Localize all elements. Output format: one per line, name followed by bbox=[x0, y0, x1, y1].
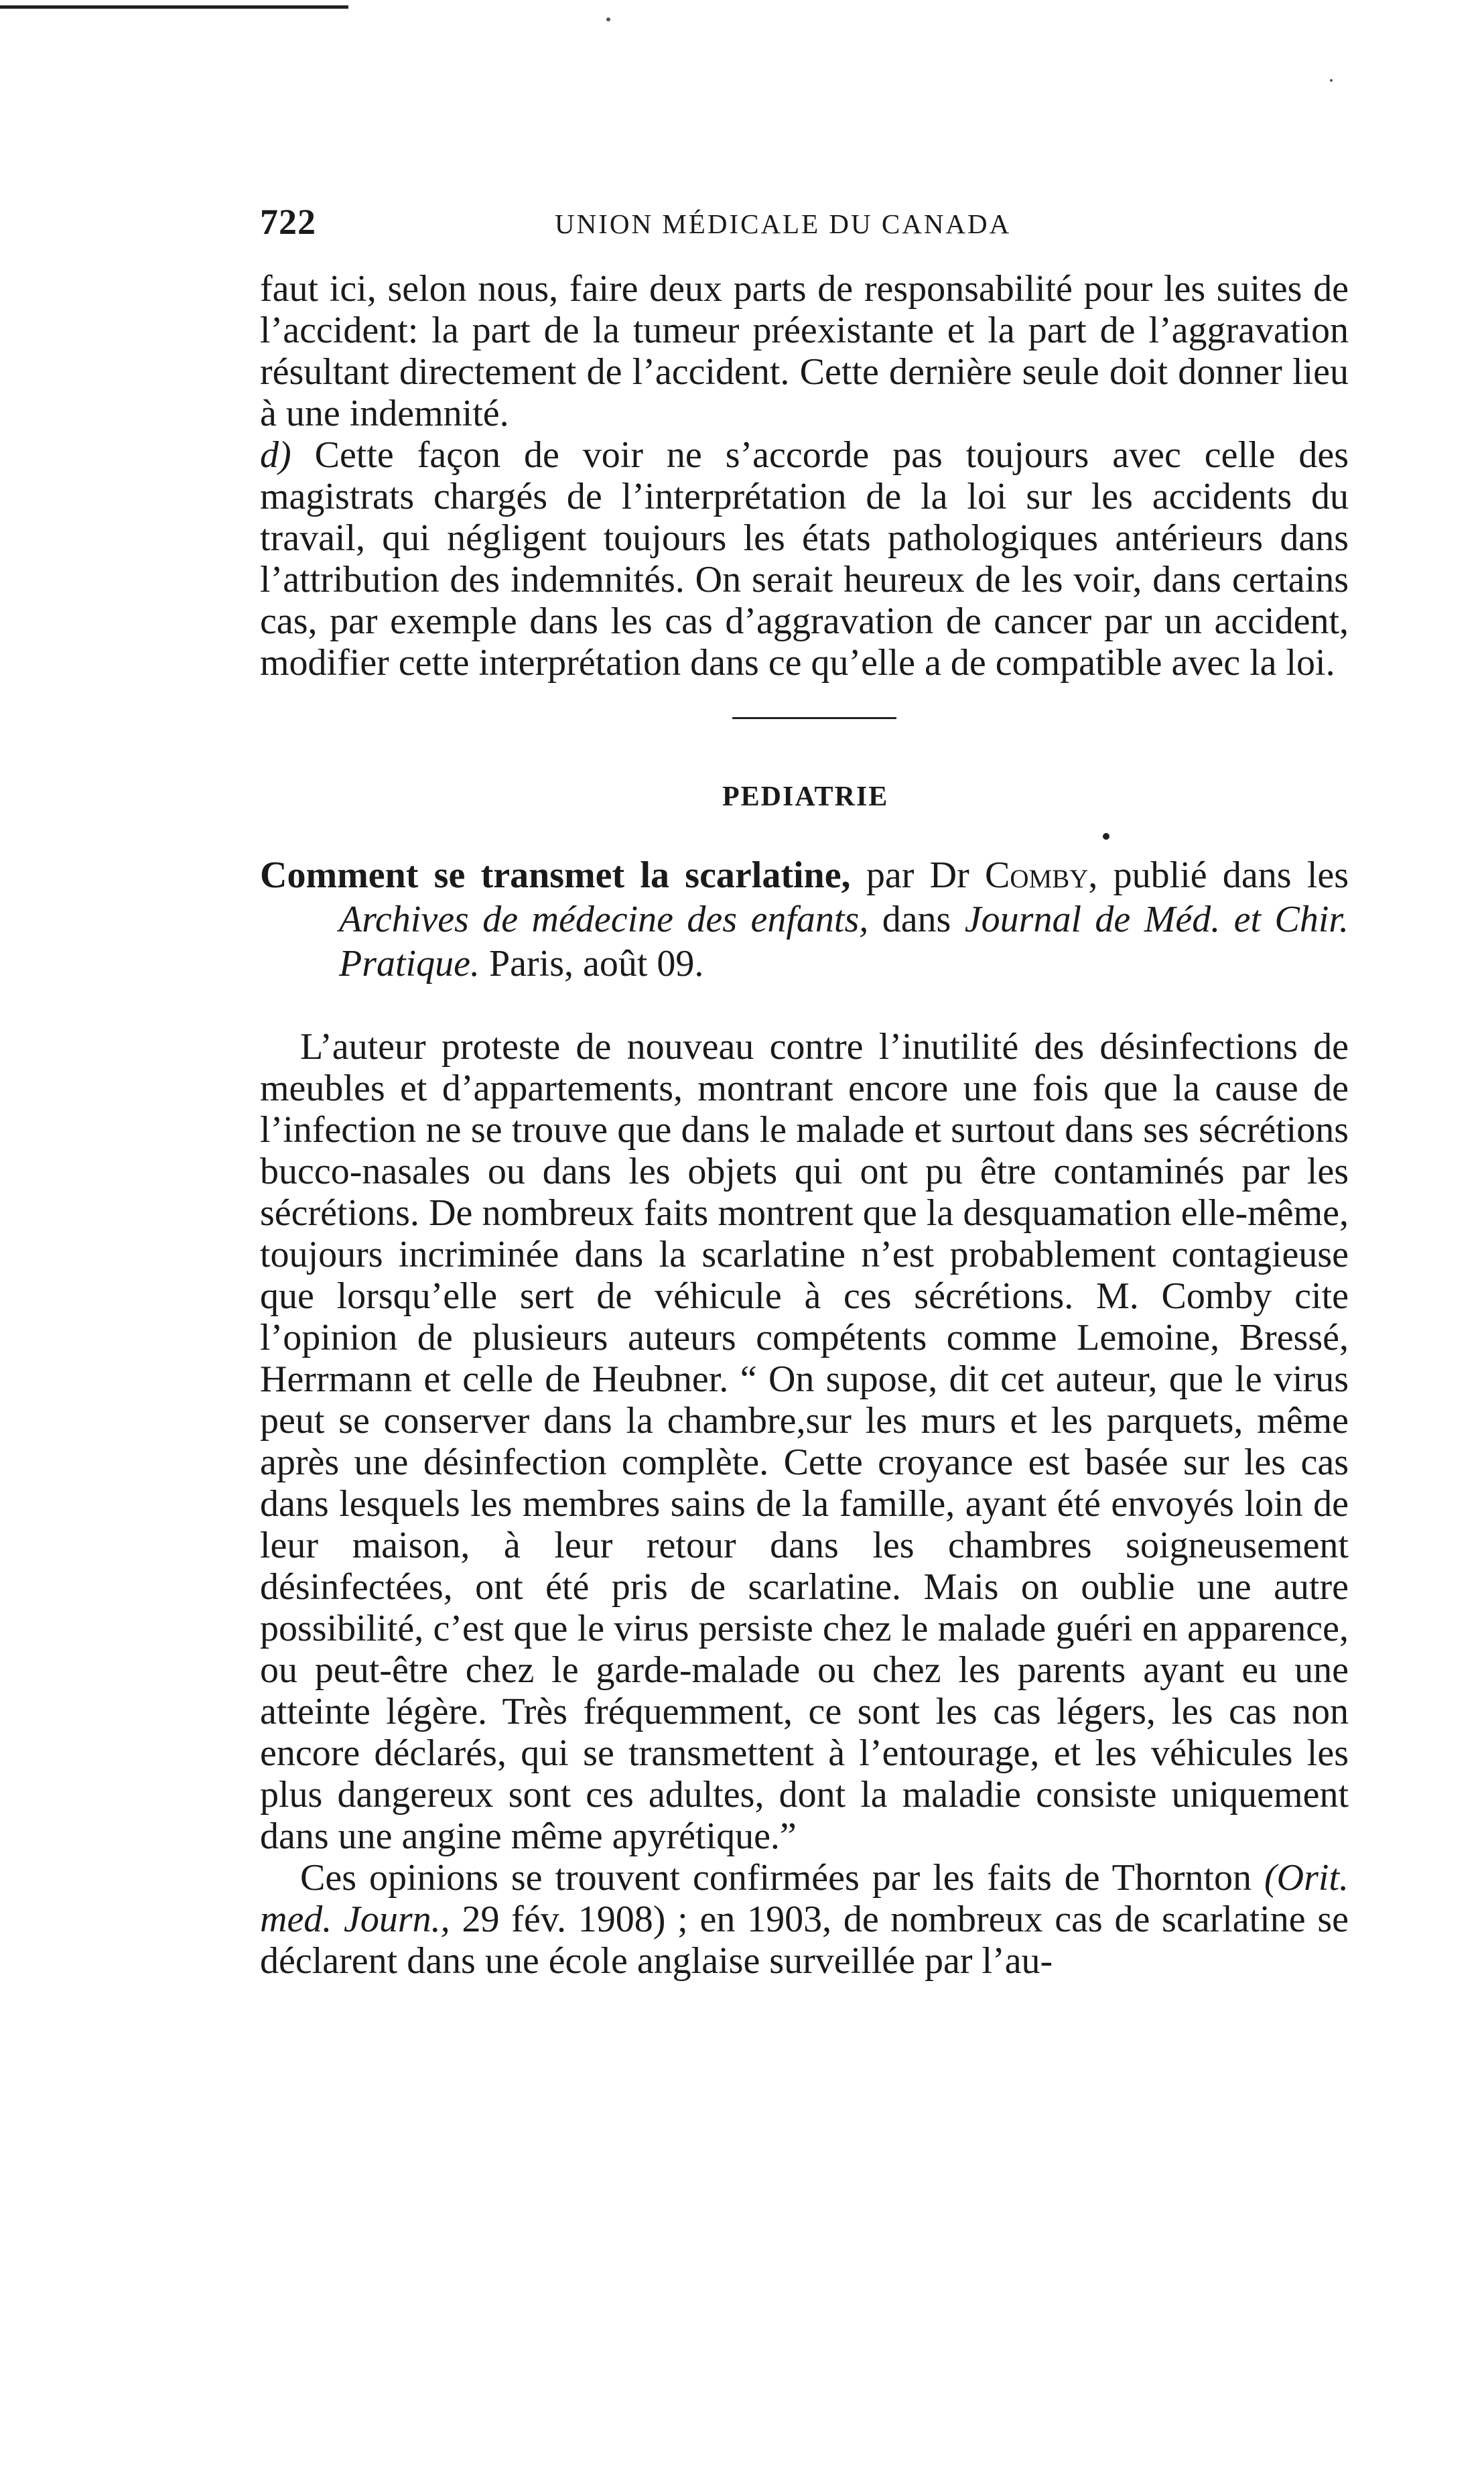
intro-paragraph-1: faut ici, selon nous, faire deux parts de responsabilité pour les suites de l’accident: la part de la tumeur préexistante et la part de l’aggravation résultant directement de l’accident. Cette dernière seule doit donner lieu à une indemnité. bbox=[260, 268, 1349, 434]
scan-speck bbox=[1330, 79, 1333, 82]
article-citation bbox=[260, 853, 1349, 986]
intro-paragraph-2 bbox=[260, 434, 1349, 684]
page-number: 722 bbox=[260, 202, 316, 242]
citation-published: publié dans les bbox=[1113, 854, 1349, 896]
section-heading: PEDIATRIE bbox=[722, 781, 889, 812]
journal-title: UNION MÉDICALE DU CANADA bbox=[555, 208, 1012, 239]
document-page bbox=[260, 201, 1349, 1982]
running-head bbox=[260, 201, 1349, 255]
citation-by: par Dr bbox=[866, 854, 969, 896]
body-paragraph-2-ref: (Orit. med. Journ., bbox=[260, 1857, 1349, 1940]
body-paragraph-2-end: 29 fév. 1908) ; en 1903, de nombreux cas de scarlatine se déclarent dans une école anglaise surveillée par l’au- bbox=[260, 1899, 1349, 1982]
paragraph-label: d) bbox=[260, 434, 291, 476]
intro-paragraph-2-text: Cette façon de voir ne s’accorde pas toujours avec celle des magistrats chargés de l’interprétation de la loi sur les accidents du travail, qui négligent toujours les états pathologiques antérieurs dans l’attribution des indemnités. On serait heureux de les voir, dans certains cas, par exemple dans les cas d’aggravation de cancer par un accident, modifier cette interprétation dans ce qu’elle a de compatible avec la loi. bbox=[260, 434, 1349, 684]
citation-source-2: Journal de Méd. et Chir. Pratique. bbox=[339, 899, 1349, 984]
ornament-dot bbox=[1103, 833, 1109, 840]
citation-source-1: Archives de médecine des enfants, bbox=[339, 899, 869, 940]
body-paragraph-2-start: Ces opinions se trouvent confirmées par les faits de Thornton bbox=[300, 1857, 1252, 1899]
body-paragraph-1: L’auteur proteste de nouveau contre l’inutilité des désinfections de meubles et d’appartements, montrant encore une fois que la cause de l’infection ne se trouve que dans le malade et surtout dans ses sécrétions bucco-nasales ou dans les objets qui ont pu être contaminés par les sécrétions. De nombreux faits montrent que la desquamation elle-même, toujours incriminée dans la scarlatine n’est probablement contagieuse que lorsqu’elle sert de véhicule à ces sécrétions. M. Comby cite l’opinion de plusieurs auteurs compétents comme Lemoine, Bressé, Herrmann et celle de Heubner. “ On supose, dit cet auteur, que le virus peut se conserver dans la chambre,sur les murs et les parquets, même après une désinfection complète. Cette croyance est basée sur les cas dans lesquels les membres sains de la famille, ayant été envoyés loin de leur maison, à leur retour dans les chambres soigneusement désinfectées, ont été pris de scarlatine. Mais on oublie une autre possibilité, c’est que le virus persiste chez le malade guéri en apparence, ou peut-être chez le garde-malade ou chez les parents ayant eu une atteinte légère. Très fréquemment, ce sont les cas légers, les cas non encore déclarés, qui se transmettent à l’entourage, et les véhicules les plus dangereux sont ces adultes, dont la maladie consiste uniquement dans une angine même apyrétique.” bbox=[260, 1026, 1349, 1857]
article-body bbox=[260, 1026, 1349, 1982]
scan-speck bbox=[606, 17, 610, 21]
citation-in: dans bbox=[882, 899, 951, 940]
article-title: Comment se transmet la scarlatine, bbox=[260, 854, 851, 896]
citation-author: Comby, bbox=[985, 854, 1098, 896]
section-separator bbox=[732, 717, 896, 719]
scan-edge-rule bbox=[0, 5, 348, 9]
citation-place-date: Paris, août 09. bbox=[488, 943, 704, 984]
body-paragraph-2 bbox=[260, 1857, 1349, 1982]
